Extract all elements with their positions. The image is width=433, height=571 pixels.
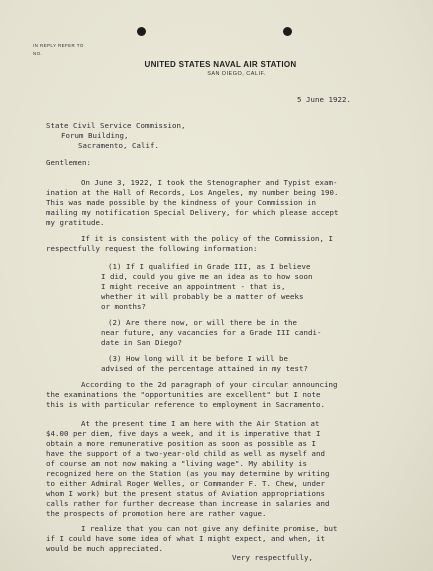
question3-line: advised of the percentage attained in my test? bbox=[101, 364, 308, 373]
letter-date: 5 June 1922. bbox=[297, 95, 351, 104]
para1-line: This was made possible by the kindness of your Commission in bbox=[46, 198, 316, 207]
question1-line: or months? bbox=[101, 302, 146, 311]
para3-line: According to the 2d paragraph of your circular announcing bbox=[81, 380, 338, 389]
address-line: State Civil Service Commission, bbox=[46, 121, 186, 130]
closing: Very respectfully, bbox=[232, 553, 313, 562]
para3-line: the examinations the "opportunities are excellent" but I note bbox=[46, 390, 321, 399]
para4-line: recognized here on the Station (as you may determine by writing bbox=[46, 469, 330, 478]
para1-line: On June 3, 1922, I took the Stenographer and Typist exam- bbox=[81, 178, 338, 187]
para5-line: I realize that you can not give any definite promise, but bbox=[81, 524, 338, 533]
para2-line: If it is consistent with the policy of the Commission, I bbox=[81, 234, 333, 243]
para4-line: to either Admiral Roger Welles, or Commander F. T. Chew, under bbox=[46, 479, 325, 488]
question1-line: whether it will probably be a matter of weeks bbox=[101, 292, 304, 301]
punch-hole-right bbox=[283, 27, 292, 36]
para4-line: the prospects of promotion here are rather vague. bbox=[46, 509, 267, 518]
para1-line: mailing my notification Special Delivery, for which please accept bbox=[46, 208, 339, 217]
question1-line: I did, could you give me an idea as to how soon bbox=[101, 272, 313, 281]
para5-line: would be much appreciated. bbox=[46, 544, 163, 553]
letterhead-title: UNITED STATES NAVAL AIR STATION bbox=[144, 60, 297, 69]
para4-line: At the present time I am here with the Air Station at bbox=[81, 419, 320, 428]
punch-hole-left bbox=[137, 27, 146, 36]
para1-line: ination at the Hall of Records, Los Angeles, my number being 190. bbox=[46, 188, 339, 197]
question2-line: (2) Are there now, or will there be in the bbox=[108, 318, 297, 327]
para4-line: have the support of a two-year-old child as well as myself and bbox=[46, 449, 325, 458]
para4-line: calls rather for further decrease than increase in salaries and bbox=[46, 499, 330, 508]
para4-line: of course am not now making a "living wage". My ability is bbox=[46, 459, 307, 468]
para4-line: whom I work) but the present status of Aviation appropriations bbox=[46, 489, 325, 498]
para3-line: this is with particular reference to employment in Sacramento. bbox=[46, 400, 325, 409]
salutation: Gentlemen: bbox=[46, 158, 91, 167]
letterhead-subtitle: SAN DIEGO, CALIF. bbox=[207, 71, 266, 77]
question2-line: date in San Diego? bbox=[101, 338, 182, 347]
para2-line: respectfully request the following information: bbox=[46, 244, 258, 253]
reply-refer-label: IN REPLY REFER TO bbox=[33, 43, 84, 48]
question1-line: (1) If I qualified in Grade III, as I believe bbox=[108, 262, 311, 271]
address-line: Forum Building, bbox=[61, 131, 129, 140]
para4-line: $4.00 per diem, five days a week, and it is imperative that I bbox=[46, 429, 321, 438]
para4-line: obtain a more remunerative position as soon as possible as I bbox=[46, 439, 316, 448]
address-line: Sacramento, Calif. bbox=[78, 141, 159, 150]
question2-line: near future, any vacancies for a Grade III candi- bbox=[101, 328, 322, 337]
reply-number-label: NO. bbox=[33, 51, 43, 56]
question3-line: (3) How long will it be before I will be bbox=[108, 354, 288, 363]
para1-line: my gratitude. bbox=[46, 218, 105, 227]
para5-line: if I could have some idea of what I might expect, and when, it bbox=[46, 534, 325, 543]
question1-line: I might receive an appointment - that is, bbox=[101, 282, 286, 291]
